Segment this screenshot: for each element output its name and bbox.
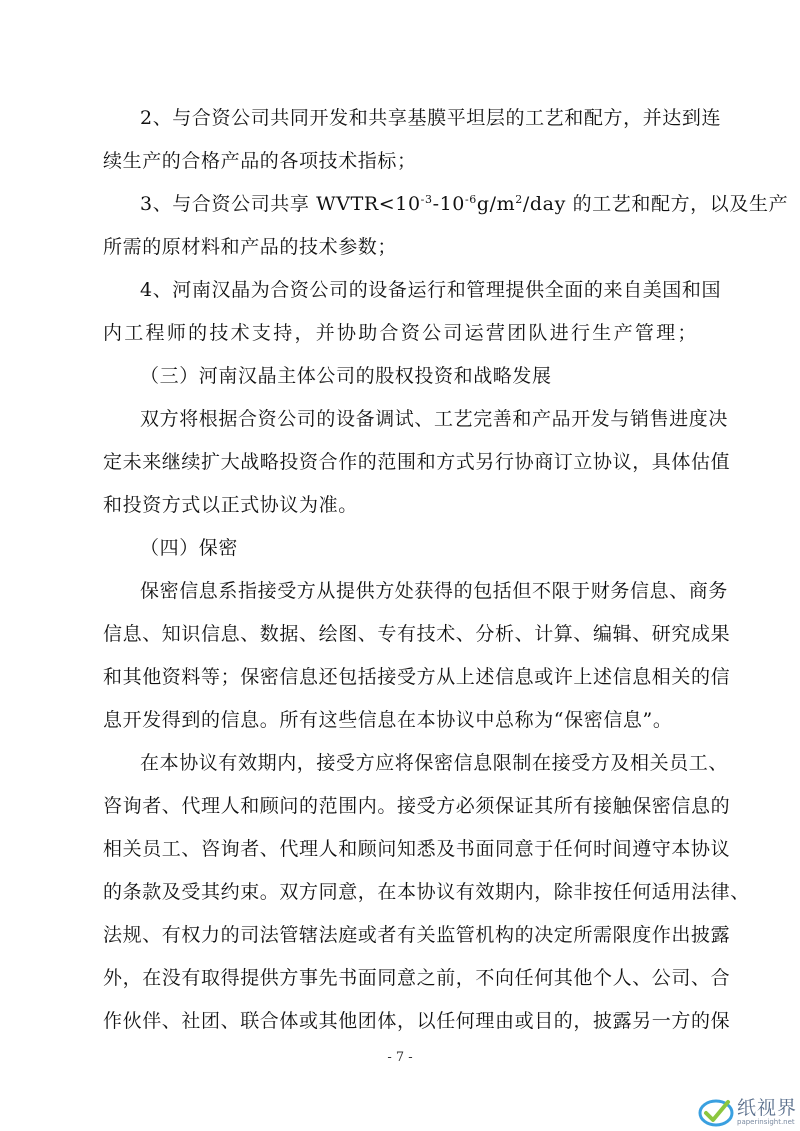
watermark-title: 纸视界: [737, 1097, 798, 1119]
paragraph-line: 的条款及受其约束。双方同意，在本协议有效期内，除非按任何适用法律、: [103, 881, 750, 903]
wvtr-unit: g/m: [476, 193, 516, 215]
watermark-url: paperinsight.net: [737, 1118, 795, 1126]
paragraph-line: 和其他资料等；保密信息还包括接受方从上述信息或许上述信息相关的信: [103, 666, 731, 688]
paragraph-line: 相关员工、咨询者、代理人和顾问知悉及书面同意于任何时间遵守本协议: [103, 838, 731, 860]
paperinsight-logo-icon: [697, 1092, 735, 1130]
paragraph-line: 2、与合资公司共同开发和共享基膜平坦层的工艺和配方，并达到连: [140, 107, 722, 129]
paragraph-line: 和投资方式以正式协议为准。: [103, 494, 358, 516]
paragraph-line: 息开发得到的信息。所有这些信息在本协议中总称为“保密信息”。: [103, 709, 673, 731]
paragraph-line: 法规、有权力的司法管辖法庭或者有关监管机构的决定所需限度作出披露: [103, 924, 731, 946]
section-heading: （三）河南汉晶主体公司的股权投资和战略发展: [140, 365, 552, 387]
paragraph-line: 内工程师的技术支持，并协助合资公司运营团队进行生产管理；: [103, 322, 697, 344]
wvtr-exponent: -6: [464, 193, 477, 206]
paragraph-line: 双方将根据合资公司的设备调试、工艺完善和产品开发与销售进度决: [140, 408, 729, 430]
paragraph-line: 所需的原材料和产品的技术参数；: [103, 236, 398, 258]
paragraph-line: 信息、知识信息、数据、绘图、专有技术、分析、计算、编辑、研究成果: [103, 623, 731, 645]
paragraph-line: 续生产的合格产品的各项技术指标；: [103, 150, 417, 172]
paragraph-line: 保密信息系指接受方从提供方处获得的包括但不限于财务信息、商务: [140, 580, 729, 602]
page-number: - 7 -: [387, 1050, 413, 1065]
wvtr-mid: -10: [432, 193, 465, 215]
paragraph-line: 定未来继续扩大战略投资合作的范围和方式另行协商订立协议，具体估值: [103, 451, 731, 473]
wvtr-line: [140, 193, 789, 215]
paragraph-line: 咨询者、代理人和顾问的范围内。接受方必须保证其所有接触保密信息的: [103, 795, 731, 817]
paragraph-line: 4、河南汉晶为合资公司的设备运行和管理提供全面的来自美国和国: [140, 279, 722, 301]
section-heading: （四）保密: [140, 537, 239, 559]
paragraph-line: 外，在没有取得提供方事先书面同意之前，不向任何其他个人、公司、合: [103, 967, 731, 989]
paragraph-line: 在本协议有效期内，接受方应将保密信息限制在接受方及相关员工、: [140, 752, 729, 774]
wvtr-suffix: /day 的工艺和配方，以及生产: [522, 193, 789, 215]
wvtr-exponent: 2: [515, 193, 523, 206]
wvtr-exponent: -3: [420, 193, 433, 206]
paragraph-line: 作伙伴、社团、联合体或其他团体，以任何理由或目的，披露另一方的保: [103, 1010, 731, 1032]
watermark: [697, 1092, 800, 1131]
wvtr-prefix: 3、与合资公司共享 WVTR<10: [140, 193, 421, 215]
